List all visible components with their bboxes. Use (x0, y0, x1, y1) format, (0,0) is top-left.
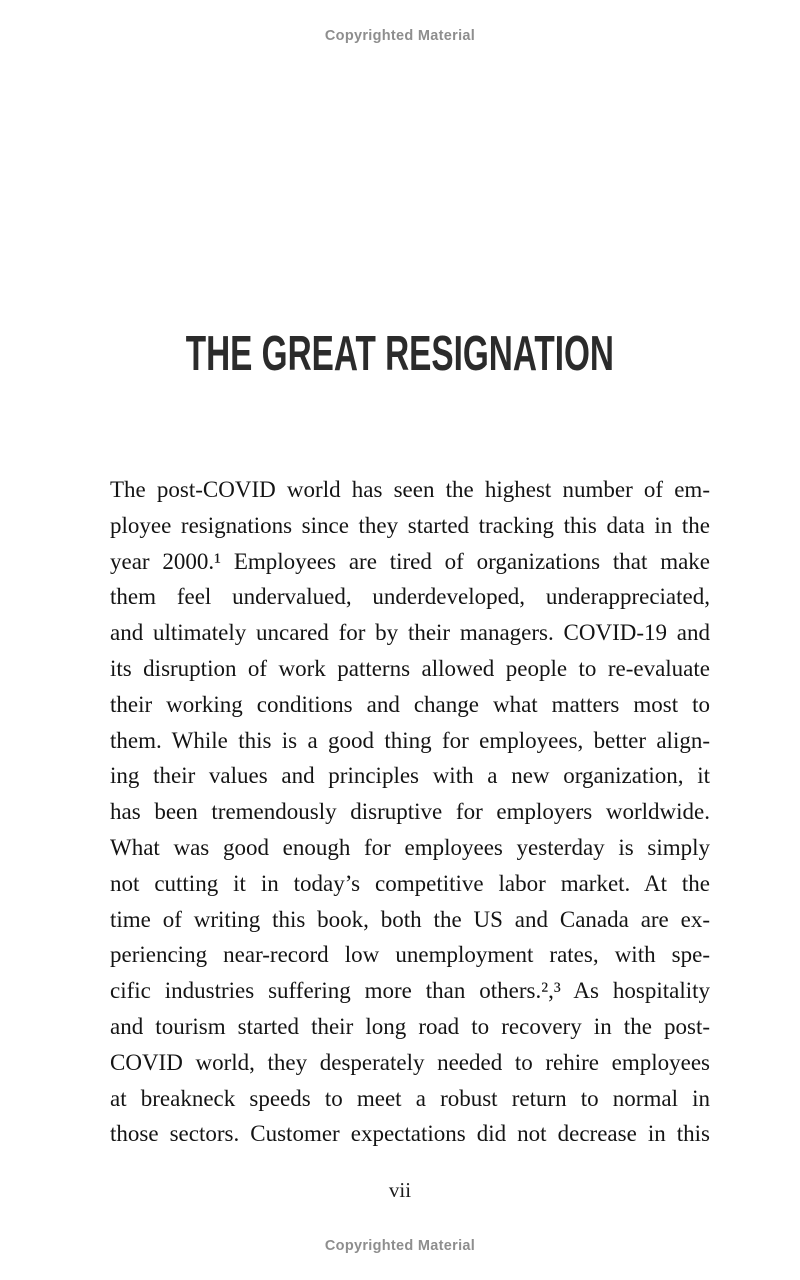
text-line: and ultimately uncared for by their managers. COVID-19 and (110, 620, 710, 646)
text-line: them. While this is a good thing for employees, better align- (110, 727, 710, 753)
body-text (110, 472, 710, 1152)
text-line: ployee resignations since they started tracking this data in the (110, 512, 710, 538)
text-line: What was good enough for employees yesterday is simply (110, 834, 710, 860)
text-line: cific industries suffering more than others.²,³ As hospitality (110, 978, 710, 1004)
text-line: them feel undervalued, underdeveloped, underappreciated, (110, 584, 710, 610)
text-line: at breakneck speeds to meet a robust return to normal in (110, 1085, 710, 1111)
chapter-title: THE GREAT RESIGNATION (185, 327, 615, 381)
text-line: their working conditions and change what matters most to (110, 691, 710, 717)
text-line: and tourism started their long road to recovery in the post- (110, 1013, 710, 1039)
text-line: periencing near-record low unemployment rates, with spe- (110, 942, 710, 968)
text-line: ing their values and principles with a new organization, it (110, 763, 710, 789)
chapter-title-wrap (0, 326, 800, 382)
text-line: has been tremendously disruptive for employers worldwide. (110, 799, 710, 825)
copyright-notice-bottom: Copyrighted Material (324, 1238, 476, 1254)
page-number: vii (388, 1178, 412, 1202)
copyright-notice-top: Copyrighted Material (324, 28, 476, 44)
text-line: time of writing this book, both the US and Canada are ex- (110, 906, 710, 932)
text-line: not cutting it in today’s competitive labor market. At the (110, 870, 710, 896)
text-line: The post-COVID world has seen the highest number of em- (110, 477, 710, 502)
text-line: year 2000.¹ Employees are tired of organizations that make (110, 548, 710, 574)
text-line: COVID world, they desperately needed to rehire employees (110, 1049, 710, 1075)
text-line: those sectors. Customer expectations did not decrease in this (110, 1121, 710, 1147)
text-line: its disruption of work patterns allowed people to re-evaluate (110, 655, 710, 681)
